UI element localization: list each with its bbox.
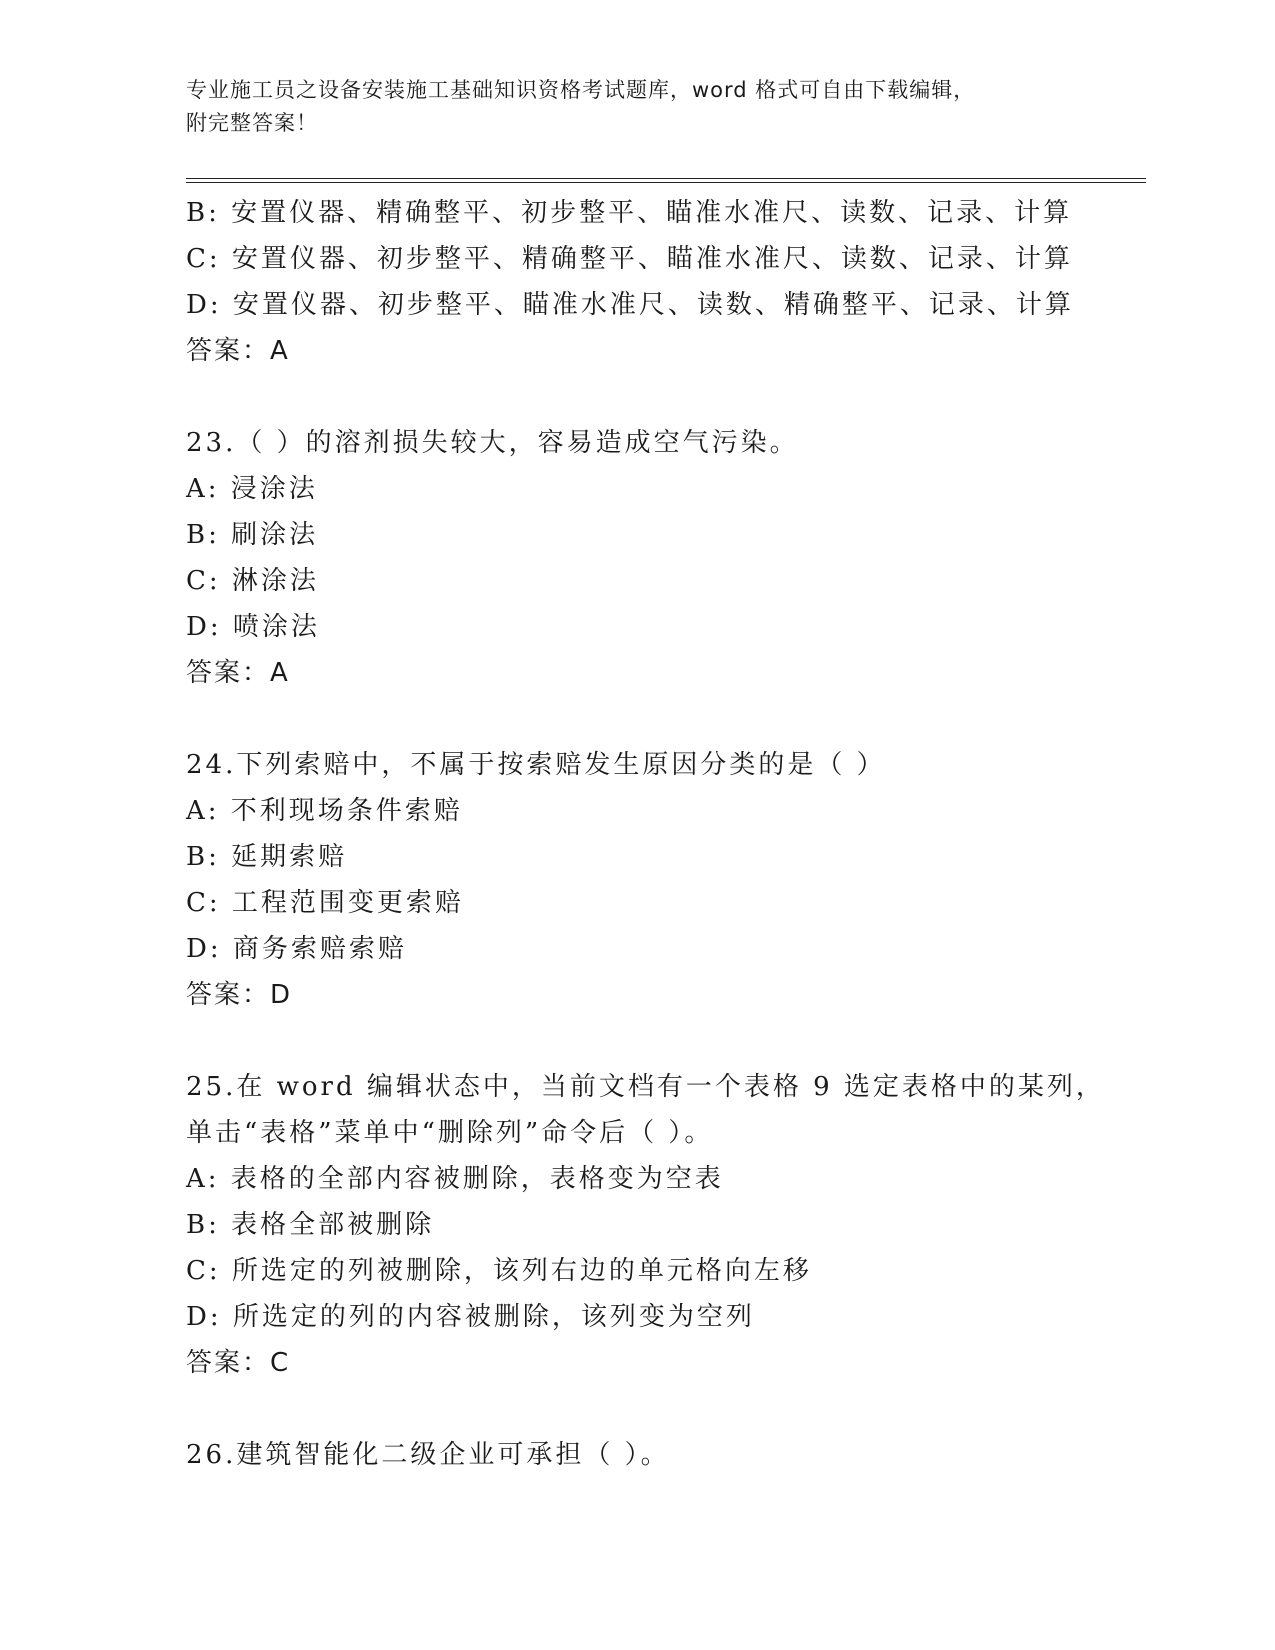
option-d: D: 所选定的列的内容被删除，该列变为空列 — [186, 1302, 755, 1332]
option-b: B: 刷涂法 — [186, 520, 319, 550]
header-rule-bottom — [186, 182, 1146, 183]
question-stem: 23.（ ）的溶剂损失较大，容易造成空气污染。 — [186, 428, 799, 458]
question-24 — [186, 742, 1146, 1018]
answer: 答案：A — [186, 658, 290, 688]
header-rule-top — [186, 178, 1146, 179]
answer: 答案：D — [186, 980, 293, 1010]
option-b: B: 安置仪器、精确整平、初步整平、瞄准水准尺、读数、记录、计算 — [186, 198, 1073, 228]
option-d: D: 商务索赔索赔 — [186, 934, 407, 964]
question-list — [186, 190, 1146, 1478]
answer: 答案：C — [186, 1348, 291, 1378]
question-26 — [186, 1432, 1146, 1478]
question-stem: 25.在 word 编辑状态中，当前文档有一个表格 9 选定表格中的某列， — [186, 1072, 1105, 1102]
option-d: D: 安置仪器、初步整平、瞄准水准尺、读数、精确整平、记录、计算 — [186, 290, 1074, 320]
document-header — [186, 74, 1086, 140]
question-22-continuation — [186, 190, 1146, 374]
question-stem: 24.下列索赔中，不属于按索赔发生原因分类的是（ ） — [186, 750, 886, 780]
option-a: A: 表格的全部内容被删除，表格变为空表 — [186, 1164, 724, 1194]
header-line-2: 附完整答案！ — [186, 111, 318, 135]
option-b: B: 延期索赔 — [186, 842, 348, 872]
question-stem-continued: 单击“表格”菜单中“删除列”命令后（ ）。 — [186, 1118, 714, 1148]
option-c: C: 淋涂法 — [186, 566, 319, 596]
option-a: A: 浸涂法 — [186, 474, 318, 504]
question-23 — [186, 420, 1146, 696]
option-c: C: 工程范围变更索赔 — [186, 888, 464, 918]
option-d: D: 喷涂法 — [186, 612, 320, 642]
option-c: C: 所选定的列被删除，该列右边的单元格向左移 — [186, 1256, 812, 1286]
question-stem: 26.建筑智能化二级企业可承担（ ）。 — [186, 1440, 670, 1470]
answer: 答案：A — [186, 336, 290, 366]
option-c: C: 安置仪器、初步整平、精确整平、瞄准水准尺、读数、记录、计算 — [186, 244, 1073, 274]
question-25 — [186, 1064, 1146, 1386]
option-b: B: 表格全部被删除 — [186, 1210, 435, 1240]
option-a: A: 不利现场条件索赔 — [186, 796, 463, 826]
header-line-1: 专业施工员之设备安装施工基础知识资格考试题库，word 格式可自由下载编辑， — [186, 78, 976, 102]
